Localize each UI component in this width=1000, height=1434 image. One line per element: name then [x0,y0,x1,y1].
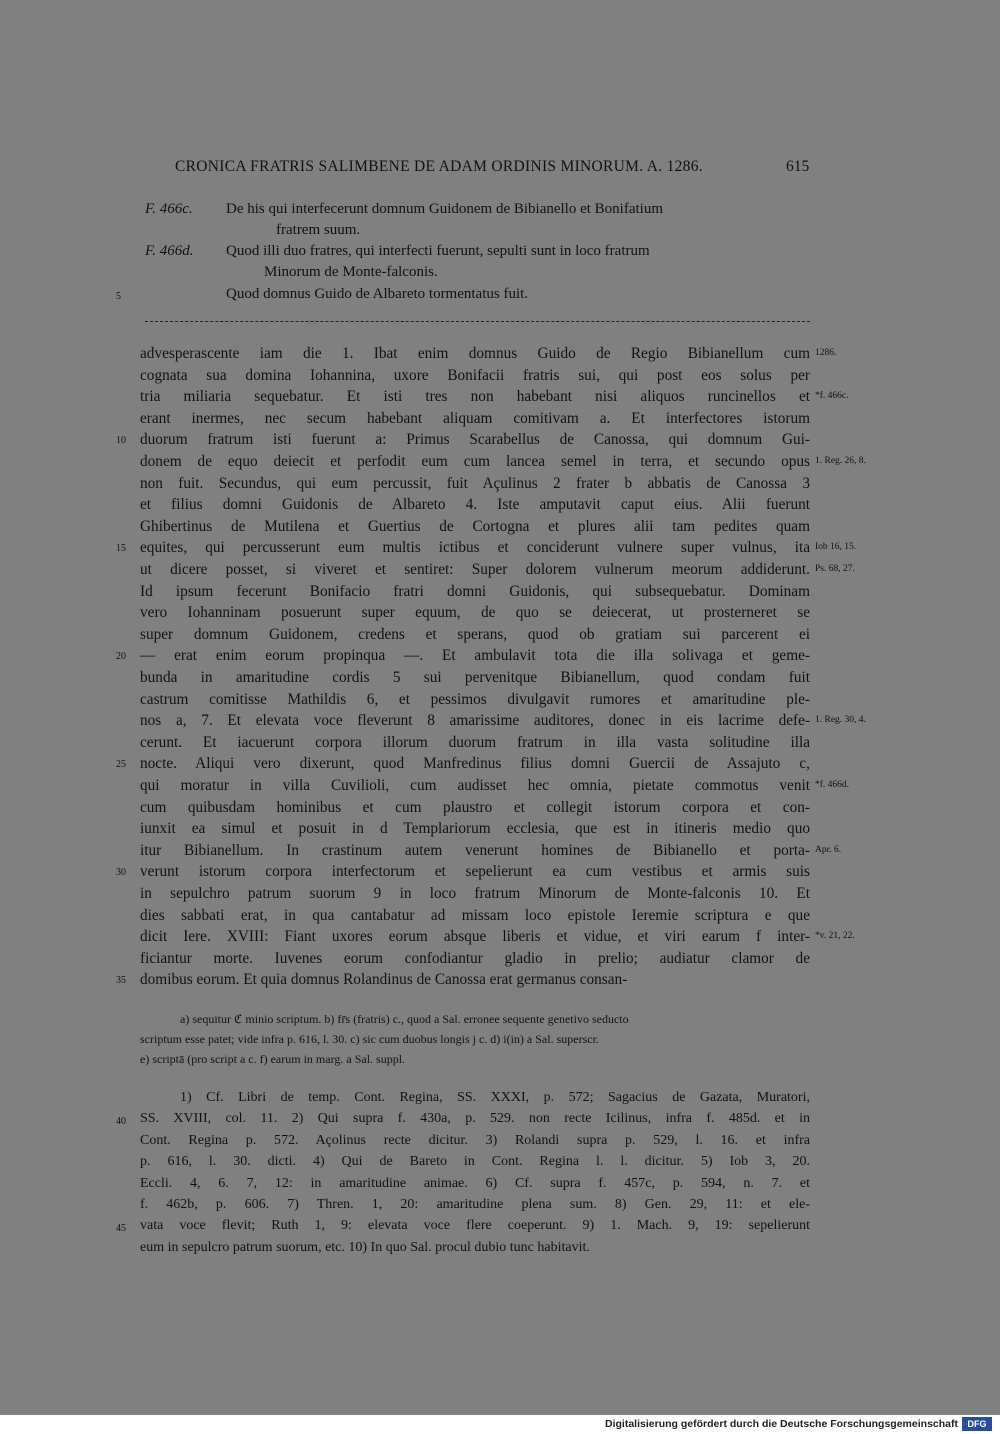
line-number: 15 [116,543,126,555]
body-line: Ghibertinus de Mutilena et Guertius de Cortogna et plures alii tam pedites quam [140,517,810,535]
margin-note: *f. 466c. [815,391,849,402]
body-line: dies sabbati erat, in qua cantabatur ad missam loco epistole Ieremie scriptura e que [140,906,810,924]
footnote-line: Eccli. 4, 6. 7, 12: in amaritudine animae. 6) Cf. supra f. 457c, p. 594, n. 7. et [140,1175,810,1191]
footnote-line: p. 616, l. 30. dicti. 4) Qui de Bareto in Cont. Regina l. l. dicitur. 5) Iob 3, 20. [140,1154,810,1170]
body-line: donem de equo deiecit et perfodit eum cum lancea semel in terra, et secundo opus [140,453,810,470]
margin-note: Apr. 6. [815,844,842,855]
body-line: vero Iohanninam posuerunt super equum, de quo se deiecerat, ut prosterneret se [140,604,810,622]
dfg-logo: DFG [962,1417,992,1431]
body-line: castrum comitisse Mathildis 6, et pessimos divulgavit rumores et amaritudine ple- [140,690,810,708]
footnote-line: Cont. Regina p. 572. Açolinus recte dicitur. 3) Rolandi supra p. 529, l. 16. et infra [140,1132,810,1148]
line-number: 10 [116,435,126,447]
section-divider [145,321,810,322]
body-line: domibus eorum. Et quia domnus Rolandinus de Canossa erat germanus consan- [140,971,628,989]
footnote-line: vata voce flevit; Ruth 1, 9: elevata voce flere coeperunt. 9) 1. Mach. 9, 19: sepelierunt [140,1218,810,1234]
body-line: et filius domni Guidonis de Albareto 4. Iste amputavit caput eius. Alii fuerunt [140,496,810,514]
body-line: cum quibusdam hominibus et cum plaustro et collegit istorum corpora et con- [140,798,810,816]
apparatus-line: a) sequitur ℭ minio scriptum. b) fr̄s (fratris) c., quod a Sal. erronee sequente genetivo seducto [180,1012,629,1026]
margin-note: 1. Reg. 30, 4. [815,715,866,726]
body-line: qui moratur in villa Cuvilioli, cum audisset hec omnia, pietate commotus venit [140,777,810,794]
body-line: ut dicere posset, si viveret et sentiret: Super dolorem vulnerum meorum addiderunt. [140,561,810,578]
body-line: cognata sua domina Iohannina, uxore Bonifacii fratris sui, qui post eos solus per [140,366,810,384]
toc-line: Quod illi duo fratres, qui interfecti fuerunt, sepulti sunt in loco fratrum [226,243,650,259]
margin-note: 1286. [815,348,837,358]
toc-line: fratrem suum. [276,222,361,238]
line-number: 45 [116,1223,126,1235]
margin-note: Iob 16, 15. [815,542,857,553]
body-line: verunt istorum corpora interfectorum et sepelierunt ea cum vestibus et armis suis [140,863,810,881]
body-line: super domnum Guidonem, credens et sperans, quod ob gratiam sui parcerent ei [140,625,810,643]
footnote-line: SS. XVIII, col. 11. 2) Qui supra f. 430a, p. 529. non recte Icilinus, infra f. 485d. et in [140,1111,810,1127]
margin-note: 1. Reg. 26, 8. [815,456,866,466]
body-line: equites, qui percusserunt eum multis ictibus et conciderunt vulnere super vulnus, ita [140,539,810,557]
line-number: 5 [116,291,121,302]
body-line: dicit Iere. XVIII: Fiant uxores eorum absque liberis et vidue, et viri earum f inter- [140,928,810,946]
body-line: itur Bibianellum. In crastinum autem venerunt homines de Bibianello et porta- [140,841,810,859]
body-line: non fuit. Secundus, qui eum percussit, fuit Açulinus 2 frater b abbatis de Canossa 3 [140,474,810,492]
body-line: bunda in amaritudine cordis 5 sui pervenitque Bibianellum, quod condam fuit [140,669,810,686]
body-line: Id ipsum fecerunt Bonifacio fratri domni Guidonis, qui subsequebatur. Dominam [140,582,810,600]
margin-note: *f. 466d. [815,780,850,790]
body-line: — erat enim eorum propinqua —. Et ambulavit tota die illa solivaga et geme- [140,647,810,665]
body-line: nocte. Aliqui vero dixerunt, quod Manfredinus filius domni Guercii de Assajuto c, [140,755,810,773]
apparatus-line: scriptum esse patet; vide infra p. 616, l. 30. c) sic cum duobus longis j c. d) i(in) a Sal. superscr. [140,1032,599,1046]
body-line: tria miliaria sequebatur. Et isti tres non habebant nisi aliquos runcinellos et [140,388,810,406]
line-number: 30 [116,867,126,879]
margin-note: Ps. 68, 27. [815,564,855,574]
dfg-credit: Digitalisierung gefördert durch die Deutsche Forschungsgemeinschaft [605,1418,958,1430]
body-line: ficiantur morte. Iuvenes eorum confodiantur gladio in prelio; audiatur clamor de [140,949,810,967]
body-line: iunxit ea simul et posuit in d Templariorum ecclesia, que est in itineris medio quo [140,820,810,838]
toc-ref: F. 466d. [145,243,194,259]
apparatus-line: e) scriptā (pro script a c. f) earum in marg. a Sal. suppl. [140,1052,406,1066]
line-number: 25 [116,759,126,771]
footnote-line: eum in sepulcro patrum suorum, etc. 10) In quo Sal. procul dubio tunc habitavit. [140,1239,590,1255]
body-line: erant inermes, nec secum habebant aliquam comitivam a. Et interfectores istorum [140,409,810,427]
toc-line: Minorum de Monte-falconis. [264,264,438,280]
body-line: duorum fratrum isti fuerunt a: Primus Scarabellus de Canossa, qui domnum Gui- [140,431,810,449]
footnote-line: f. 462b, p. 606. 7) Thren. 1, 20: amaritudine plena sum. 8) Gen. 29, 11: et ele- [140,1197,810,1212]
body-line: in sepulchro patrum suorum 9 in loco fratrum Minorum de Monte-falconis 10. Et [140,885,810,902]
margin-note: *v. 21, 22. [815,931,855,942]
toc-ref: F. 466c. [145,201,193,217]
line-number: 40 [116,1116,126,1128]
page-number: 615 [786,158,810,175]
footnote-line: 1) Cf. Libri de temp. Cont. Regina, SS. XXXI, p. 572; Sagacius de Gazata, Muratori, [180,1090,810,1105]
toc-line: Quod domnus Guido de Albareto tormentatus fuit. [226,286,529,302]
body-line: nos a, 7. Et elevata voce fleverunt 8 amarissime auditores, donec in eis lacrime defe- [140,712,810,730]
line-number: 20 [116,651,126,663]
toc-line: De his qui interfecerunt domnum Guidonem de Bibianello et Bonifatium [226,201,663,217]
body-line: cerunt. Et iacuerunt corpora illorum duorum fratrum in illa vasta solitudine illa [140,733,810,751]
running-title: CRONICA FRATRIS SALIMBENE DE ADAM ORDINIS MINORUM. A. 1286. [175,158,703,175]
body-line: advesperascente iam die 1. Ibat enim domnus Guido de Regio Bibianellum cum [140,345,810,362]
line-number: 35 [116,975,126,987]
